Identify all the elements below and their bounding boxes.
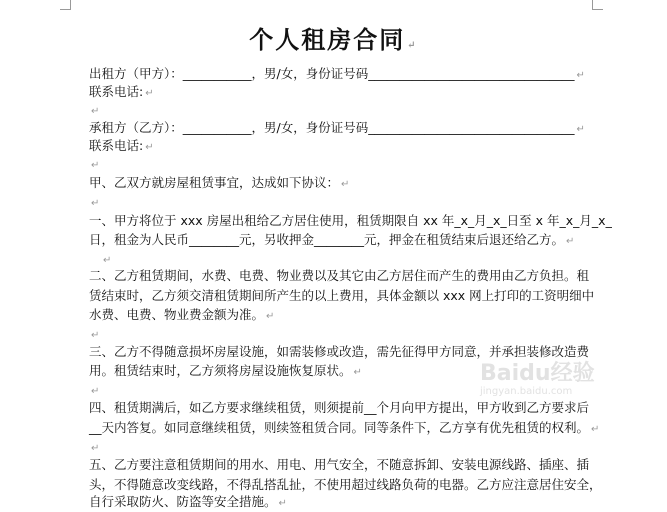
line-text: 甲、乙双方就房屋租赁事宜，达成如下协议： bbox=[89, 175, 340, 190]
document-line bbox=[89, 494, 287, 512]
line-text: 四、租赁期满后，如乙方要求继续租赁，则须提前__个月向甲方提出，甲方收到乙方要求后 bbox=[89, 400, 590, 415]
document-line bbox=[89, 457, 589, 473]
paragraph-mark-icon: ↵ bbox=[278, 498, 287, 509]
document-line bbox=[89, 307, 274, 325]
document-title bbox=[0, 20, 667, 55]
document-line bbox=[89, 66, 585, 84]
document-line bbox=[89, 477, 602, 493]
paragraph-mark-icon: ↵ bbox=[566, 236, 575, 247]
document-line bbox=[89, 363, 362, 381]
page-corner-mark-right bbox=[592, 0, 603, 10]
line-text: 五、乙方要注意租赁期间的用水、用电、用气安全，不随意拆卸、安装电源线路、插座、插 bbox=[89, 457, 590, 472]
watermark-brand: Baidu经验 bbox=[480, 361, 595, 386]
watermark-url: jingyan.baidu.com bbox=[480, 386, 573, 397]
paragraph-mark-icon: ↵ bbox=[91, 443, 100, 454]
document-line bbox=[89, 102, 99, 120]
watermark bbox=[480, 362, 595, 397]
paragraph-mark-icon: ↵ bbox=[91, 106, 100, 117]
document-line bbox=[89, 194, 99, 212]
page-corner-mark-left bbox=[60, 0, 71, 10]
paragraph-mark-icon: ↵ bbox=[145, 88, 154, 99]
paragraph-mark-icon: ↵ bbox=[266, 311, 275, 322]
document-line bbox=[89, 439, 99, 457]
line-text: 水费、电费、物业费金额为准。 bbox=[89, 307, 265, 322]
line-text: 赁结束时，乙方须交清租赁期间所产生的以上费用，具体金额以 xxx 网上打印的工资明细中 bbox=[89, 288, 595, 303]
document-line bbox=[101, 251, 111, 269]
paragraph-mark-icon: ↵ bbox=[407, 40, 418, 51]
document-line bbox=[89, 344, 589, 360]
paragraph-mark-icon: ↵ bbox=[91, 160, 100, 171]
line-text: 三、乙方不得随意损坏房屋设施，如需装修或改造，需先征得甲方同意，并承担装修改造费 bbox=[89, 344, 590, 359]
line-text: 二、乙方租赁期间，水费、电费、物业费以及其它由乙方居住而产生的费用由乙方负担。租 bbox=[89, 268, 590, 283]
title-text: 个人租房合同 bbox=[249, 25, 406, 54]
document-line bbox=[89, 382, 99, 400]
paragraph-mark-icon: ↵ bbox=[353, 367, 362, 378]
document-line bbox=[89, 232, 574, 250]
paragraph-mark-icon: ↵ bbox=[91, 198, 100, 209]
line-text: 承租方（乙方）：___________，男/女，身份证号码_________________________________ bbox=[89, 120, 575, 135]
document-line bbox=[89, 138, 154, 156]
line-text: 联系电话: bbox=[89, 138, 144, 153]
document-line bbox=[89, 156, 99, 174]
line-text: 出租方（甲方）：___________，男/女，身份证号码_________________________________ bbox=[89, 66, 575, 81]
line-text: 用。租赁结束时，乙方须将房屋设施恢复原状。 bbox=[89, 363, 352, 378]
paragraph-mark-icon: ↵ bbox=[576, 70, 585, 81]
line-text: 一、甲方将位于 xxx 房屋出租给乙方居住使用，租赁期限自 xx 年_x_月_x_日至 x 年_x_月_x_ bbox=[89, 213, 612, 228]
line-text: 日，租金为人民币________元，另收押金________元，押金在租赁结束后退还给乙方。 bbox=[89, 232, 565, 247]
document-line bbox=[89, 84, 154, 102]
line-text: __天内答复。如同意继续租赁，则续签租赁合同。同等条件下，乙方享有优先租赁的权利。 bbox=[89, 420, 590, 435]
paragraph-mark-icon: ↵ bbox=[145, 142, 154, 153]
line-text: 头，不得随意改变线路，不得乱搭乱扯，不使用超过线路负荷的电器。乙方应注意居住安全， bbox=[89, 477, 602, 492]
paragraph-mark-icon: ↵ bbox=[103, 255, 112, 266]
paragraph-mark-icon: ↵ bbox=[91, 386, 100, 397]
paragraph-mark-icon: ↵ bbox=[341, 179, 350, 190]
document-line bbox=[89, 175, 349, 193]
line-text: 联系电话: bbox=[89, 84, 144, 99]
document-line bbox=[89, 326, 99, 344]
document-line bbox=[89, 120, 585, 138]
document-line bbox=[89, 213, 612, 229]
paragraph-mark-icon: ↵ bbox=[91, 330, 100, 341]
paragraph-mark-icon: ↵ bbox=[576, 124, 585, 135]
document-line bbox=[89, 400, 589, 416]
paragraph-mark-icon: ↵ bbox=[591, 424, 600, 435]
line-text: 自行采取防火、防盗等安全措施。 bbox=[89, 494, 277, 509]
document-line bbox=[89, 268, 589, 284]
document-line bbox=[89, 288, 594, 304]
document-line bbox=[89, 420, 599, 438]
